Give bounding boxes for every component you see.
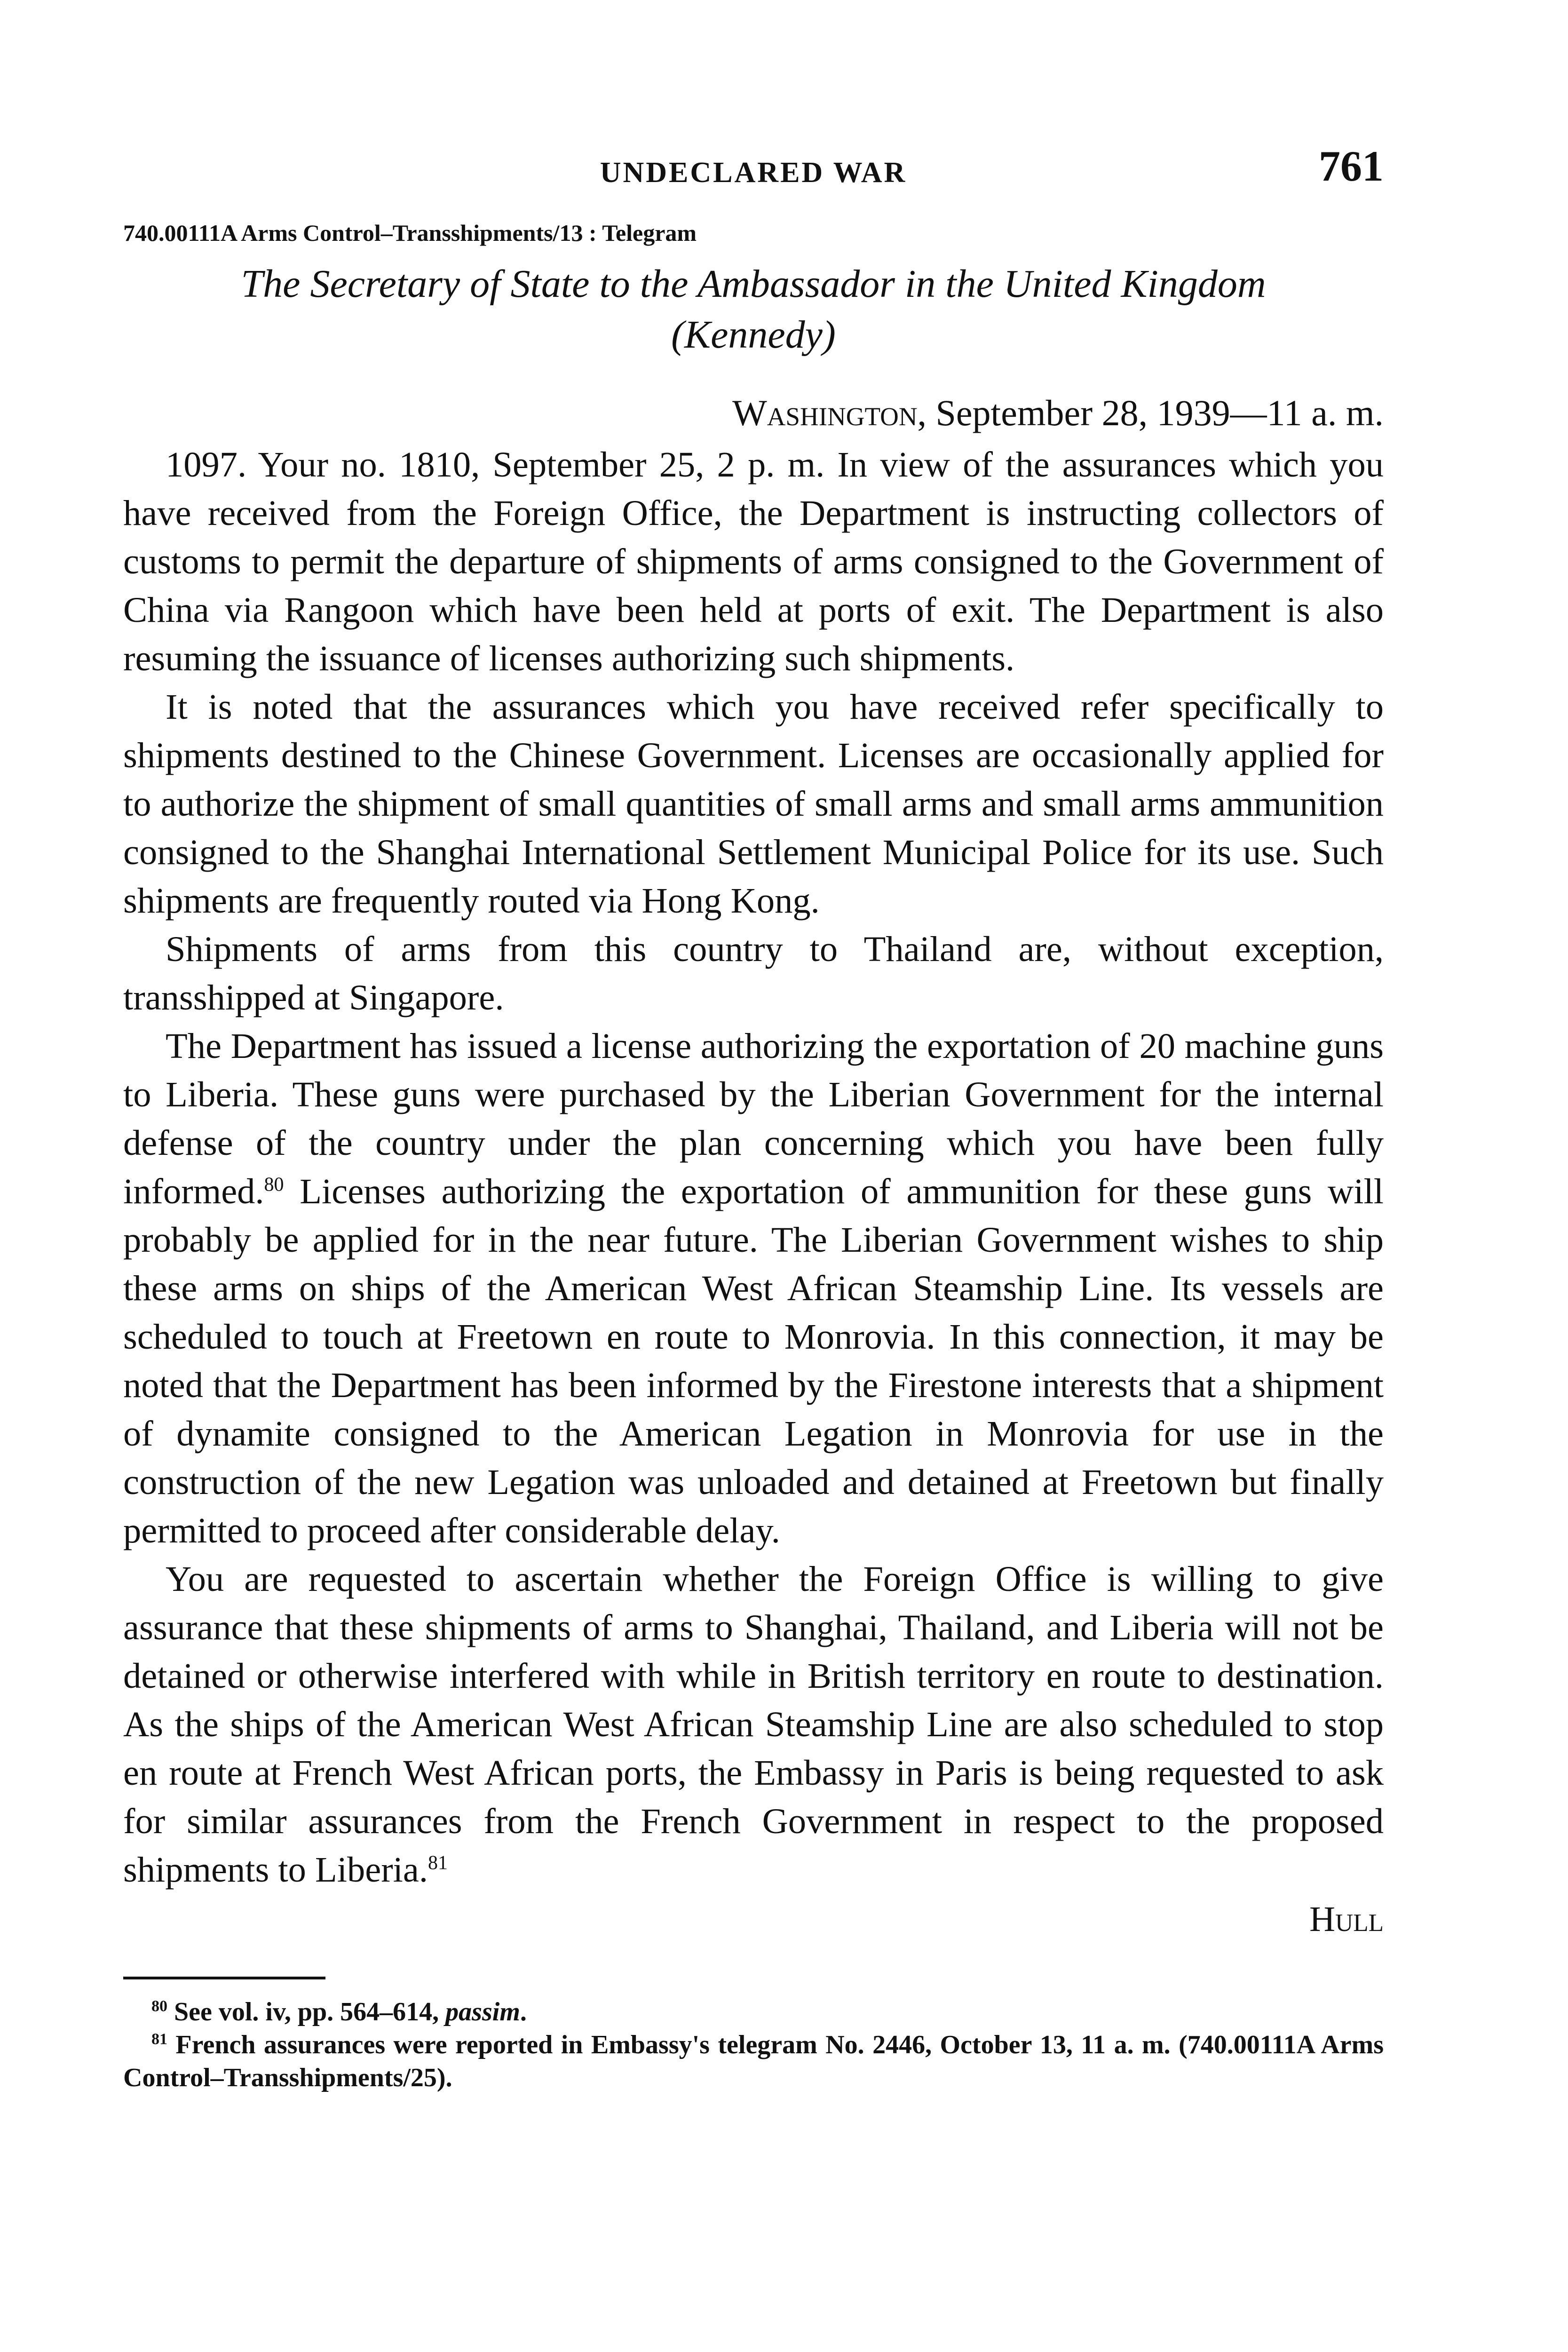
running-title: UNDECLARED WAR [600,157,907,189]
signature: Hull [1309,1899,1384,1939]
document-title-line-1: The Secretary of State to the Ambassador in the United Kingdom [241,262,1266,306]
document-title-line-2: (Kennedy) [671,313,836,357]
footnote-80-end: . [520,1997,527,2026]
footnote-80-text: See vol. iv, pp. 564–614, [167,1997,446,2026]
dateline-place: Washington [732,392,918,433]
footnote-80-italic: passim [445,1997,520,2026]
footnotes [123,1995,1384,2094]
paragraph-4-part-1: The Department has issued a license authorizing the exportation of 20 machine guns to Liberia. These guns were purchased by the Liberian Government for the internal defense of the country under the plan concerning which you have been fully informed. [123,1026,1384,1211]
footnote-80-marker: 80 [151,1997,167,2015]
paragraph-5 [123,1555,1384,1894]
paragraph-4-part-2: Licenses authorizing the exportation of ammunition for these guns will probably be applied for in the near future. The Liberian Government wishes to ship these arms on ships of the American West African Steamship Line. Its vessels are scheduled to touch at Freetown en route to Monrovia. In this connection, it may be noted that the Department has been informed by the Firestone interests that a shipment of dynamite consigned to the American Legation in Monrovia for use in the construction of the new Legation was unloaded and detained at Freetown but finally permitted to proceed after considerable delay. [123,1171,1384,1550]
document-title [123,259,1384,360]
footnote-81 [123,2028,1384,2094]
telegram-body [123,440,1384,1894]
paragraph-4 [123,1022,1384,1555]
document-page [123,127,1384,2094]
footnote-divider [123,1977,325,1979]
paragraph-2: It is noted that the assurances which you have received refer specifically to shipments destined to the Chinese Government. Licenses are occasionally applied for to authorize the shipment of small quantities of small arms and small arms ammunition consigned to the Shanghai International Settlement Municipal Police for its use. Such shipments are frequently routed via Hong Kong. [123,687,1384,921]
footnote-ref-80: 80 [264,1174,284,1196]
dateline-date: , September 28, 1939—11 a. m. [917,392,1384,433]
footnote-81-text: French assurances were reported in Embassy's telegram No. 2446, October 13, 11 a. m. (740.00111A Arms Control–Transshipments/25). [123,2030,1384,2092]
paragraph-5-text: You are requested to ascertain whether the Foreign Office is willing to give assurance that these shipments of arms to Shanghai, Thailand, and Liberia will not be detained or otherwise interfered with while in British territory en route to destination. As the ships of the American West African Steamship Line are also scheduled to stop en route at French West African ports, the Embassy in Paris is being requested to ask for similar assurances from the French Government in respect to the proposed shipments to Liberia. [123,1559,1384,1890]
file-reference: 740.00111A Arms Control–Transshipments/13 : Telegram [123,220,697,246]
paragraph-1: 1097. Your no. 1810, September 25, 2 p. m. In view of the assurances which you have received from the Foreign Office, the Department is instructing collectors of customs to permit the departure of shipments of arms consigned to the Government of China via Rangoon which have been held at ports of exit. The Department is also resuming the issuance of licenses authorizing such shipments. [123,445,1384,678]
footnote-80 [123,1995,1384,2028]
running-head [123,127,1384,198]
page-number: 761 [1319,142,1384,190]
footnote-81-marker: 81 [151,2030,167,2048]
paragraph-3: Shipments of arms from this country to Thailand are, without exception, transshipped at Singapore. [123,929,1384,1017]
footnote-ref-81: 81 [428,1852,448,1874]
dateline [123,389,1384,437]
